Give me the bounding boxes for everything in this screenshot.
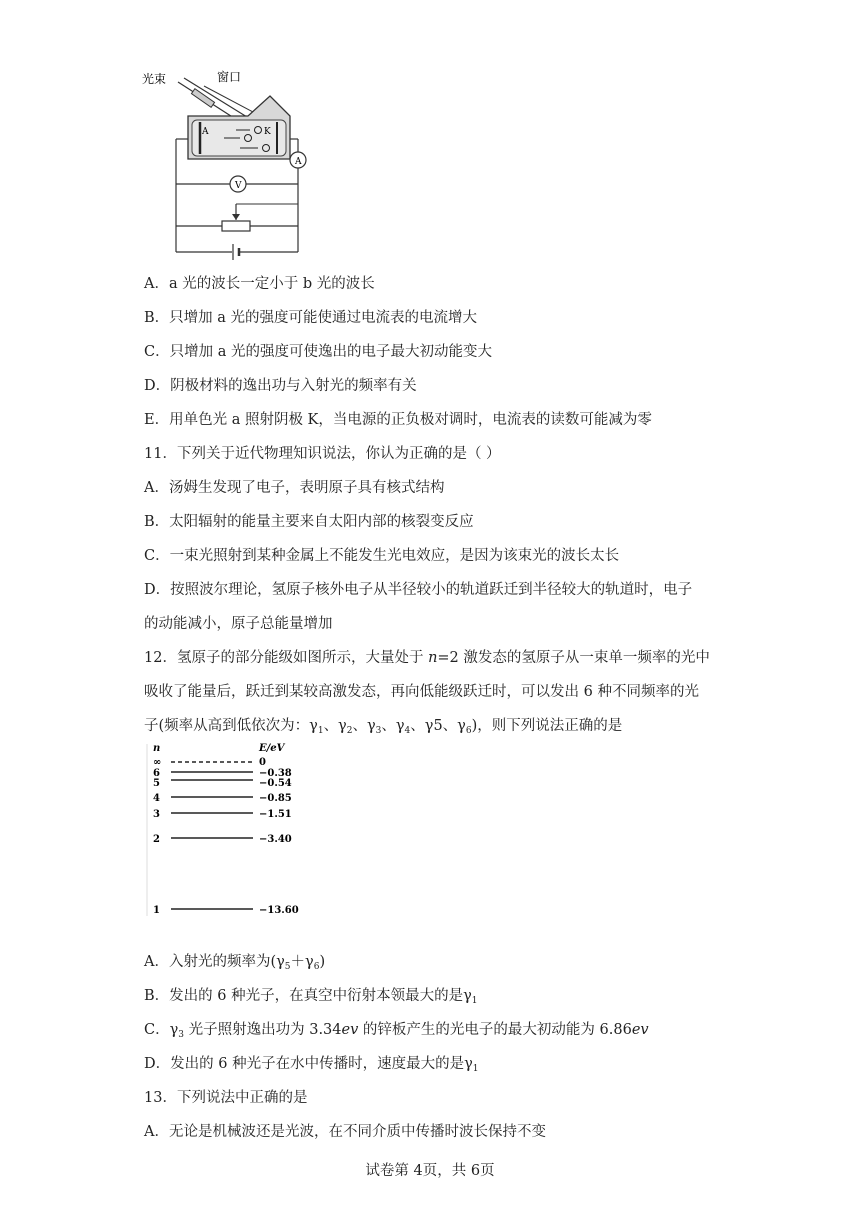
level-n-inf: ∞	[153, 757, 162, 768]
level-n-2: 2	[153, 834, 160, 845]
q11-stem: 11．下列关于近代物理知识说法，你认为正确的是（ ）	[144, 446, 501, 462]
n-header: n	[153, 743, 161, 754]
level-e-2: −3.40	[259, 834, 292, 845]
q12-option-d: D．发出的 6 种光子在水中传播时，速度最大的是$\gamma_1$	[144, 1056, 479, 1074]
q12-stem-line3: 子(频率从高到低依次为：$\gamma_1$、$\gamma_2$、$\gamma_3$、$\gamma_4$、γ5、$\gamma_6$)，则下列说法正确的是	[144, 718, 623, 736]
q10-option-d: D．阴极材料的逸出功与入射光的频率有关	[144, 378, 417, 394]
anode-label: A	[202, 127, 209, 137]
level-e-inf: 0	[259, 757, 266, 768]
level-e-1: −13.60	[259, 905, 299, 916]
cathode-label: K	[264, 127, 271, 137]
q12-stem-line2: 吸收了能量后，跃迁到某较高激发态，再向低能级跃迁时，可以发出 6 种不同频率的光	[144, 684, 699, 700]
q10-option-a: A．a 光的波长一定小于 b 光的波长	[144, 276, 375, 292]
q12-stem-line1: 12．氢原子的部分能级如图所示，大量处于 n=2 激发态的氢原子从一束单一频率的光中	[144, 650, 710, 666]
level-n-5: 5	[153, 778, 160, 789]
level-n-1: 1	[153, 905, 160, 916]
light-beam-label: 光束	[142, 72, 167, 86]
q11-option-a: A．汤姆生发现了电子，表明原子具有核式结构	[144, 480, 445, 496]
rheostat	[222, 221, 250, 231]
level-n-3: 3	[153, 809, 160, 820]
q11-option-c: C．一束光照射到某种金属上不能发生光电效应，是因为该束光的波长太长	[144, 548, 620, 564]
photoelectric-circuit-figure	[140, 64, 315, 264]
q11-option-d-cont: 的动能减小，原子总能量增加	[144, 616, 333, 632]
window-label: 窗口	[217, 70, 242, 84]
level-n-4: 4	[153, 793, 160, 804]
q10-option-c: C．只增加 a 光的强度可使逸出的电子最大初动能变大	[144, 344, 492, 360]
ammeter-label: A	[295, 157, 302, 167]
q10-option-b: B．只增加 a 光的强度可能使通过电流表的电流增大	[144, 310, 478, 326]
level-n-6: 6	[153, 768, 160, 779]
level-e-3: −1.51	[259, 809, 292, 820]
q13-stem: 13．下列说法中正确的是	[144, 1090, 308, 1106]
level-e-6: −0.38	[259, 768, 292, 779]
e-header: E/eV	[259, 743, 285, 754]
q11-option-b: B．太阳辐射的能量主要来自太阳内部的核裂变反应	[144, 514, 474, 530]
page-footer: 试卷第 4页，共 6页	[365, 1163, 495, 1179]
q12-option-a: A．入射光的频率为$(\gamma_5+\gamma_6)$	[144, 954, 326, 972]
level-e-4: −0.85	[259, 793, 292, 804]
q13-option-a: A．无论是机械波还是光波，在不同介质中传播时波长保持不变	[144, 1124, 546, 1140]
q12-option-c: C．$\gamma_3$ 光子照射逸出功为 3.34ev 的锌板产生的光电子的最大初动能为 6.86ev	[144, 1022, 649, 1040]
level-e-5: −0.54	[259, 778, 292, 789]
q12-option-b: B．发出的 6 种光子，在真空中衍射本领最大的是$\gamma_1$	[144, 988, 478, 1006]
q10-option-e: E．用单色光 a 照射阴极 K，当电源的正负极对调时，电流表的读数可能减为零	[144, 412, 652, 428]
q11-option-d: D．按照波尔理论，氢原子核外电子从半径较小的轨道跃迁到半径较大的轨道时，电子	[144, 582, 693, 598]
energy-level-diagram	[145, 742, 305, 917]
voltmeter-label: V	[235, 181, 242, 191]
